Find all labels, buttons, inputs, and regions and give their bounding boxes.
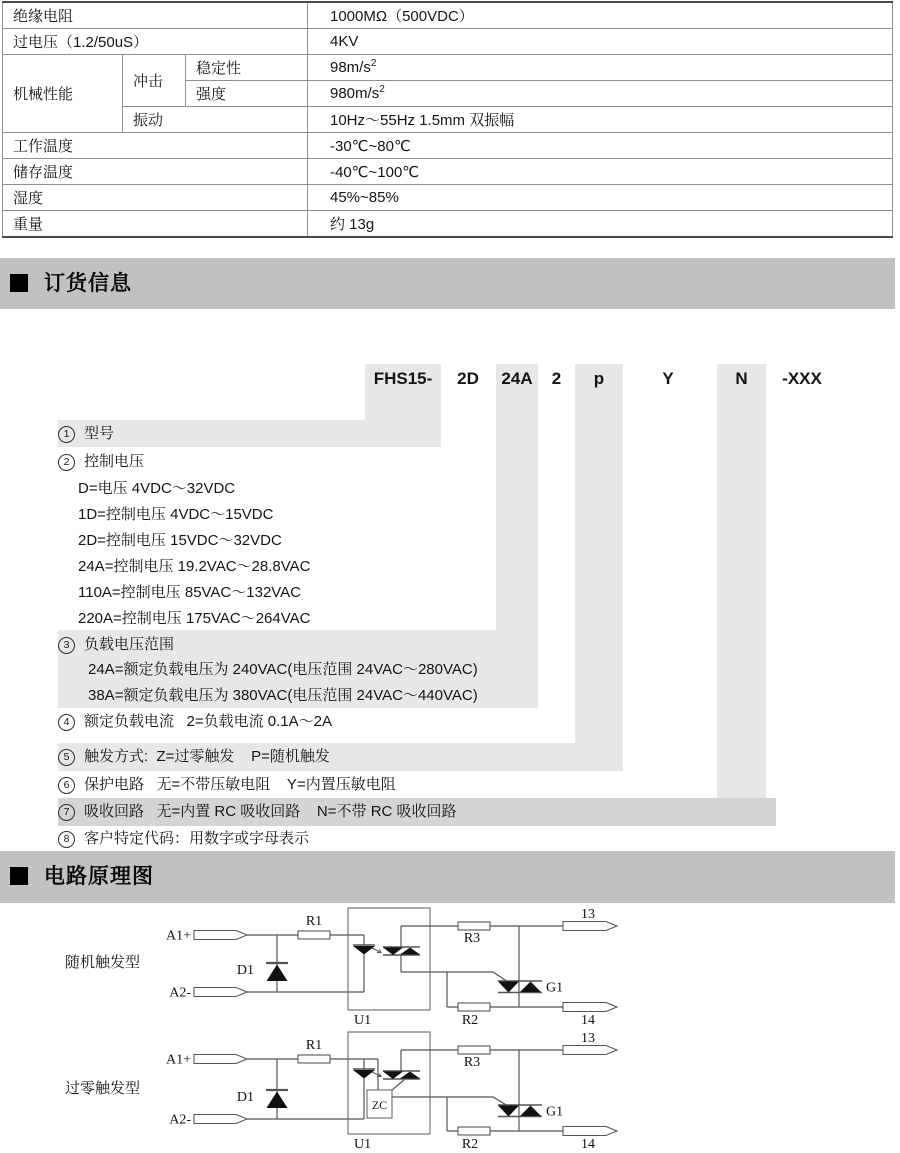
spec-label: 振动 [123,107,308,133]
label-u1: U1 [354,1013,372,1028]
ordering-item-4: 4 额定负载电流 2=负载电流 0.1A～2A [58,712,332,732]
led-light-arrow [372,1072,381,1077]
section-square-icon [10,274,28,292]
spec-value: -40℃~100℃ [308,159,893,185]
label-g1: G1 [546,980,564,996]
circled-number: 5 [58,749,75,766]
phototriac-icon [383,948,403,956]
terminal-13 [563,922,617,931]
code-strip-snubber [717,364,766,798]
code-strip-trigger [575,364,623,743]
code-part-snubber: N [735,369,748,388]
ordering-subitem: 38A=额定负载电压为 380VAC(电压范围 24VAC～440VAC) [88,687,478,704]
ordering-item-7: 7 吸收回路 无=内置 RC 吸收回路 N=不带 RC 吸收回路 [58,802,457,822]
resistor-r3 [458,922,490,930]
ordering-subitem: 2D=控制电压 15VDC～32VDC [78,532,282,549]
spec-subgroup-label: 冲击 [123,55,186,107]
circled-number: 4 [58,714,75,731]
code-part-model: FHS15- [373,369,433,388]
resistor-r1 [298,931,330,939]
ordering-item-1: 1 型号 [58,424,114,444]
ordering-subitem: 1D=控制电压 4VDC～15VDC [78,506,274,523]
ordering-item-5: 5 触发方式: Z=过零触发 P=随机触发 [58,747,330,767]
label-r1: R1 [305,1038,323,1053]
resistor-r2 [458,1003,490,1011]
label-13: 13 [581,907,595,922]
spec-label: 绝缘电阻 [3,2,308,29]
code-part-control-volt: 2D [457,369,479,388]
circled-number: 1 [58,426,75,443]
label-r3: R3 [463,931,481,946]
circled-number: 7 [58,804,75,821]
code-part-current: 2 [551,369,562,388]
ordering-subitem: 24A=额定负载电压为 240VAC(电压范围 24VAC～280VAC) [88,661,478,678]
terminal-13 [563,1046,617,1055]
spec-label: 重量 [3,211,308,238]
ordering-subitem: D=电压 4VDC～32VDC [78,480,236,497]
phototriac-icon [400,1072,420,1079]
spec-label: 稳定性 [186,55,308,81]
superscript: 2 [370,58,377,69]
table-row [3,211,893,238]
spec-value: $980m/s^2$ [308,81,893,107]
ordering-item-3: 3 负载电压范围 [58,635,174,655]
circled-number: 3 [58,637,75,654]
circled-number: 6 [58,777,75,794]
terminal-a1 [194,1055,247,1064]
spec-label: 强度 [186,81,308,107]
spec-value: 4KV [308,29,893,55]
triac-g1-icon [520,982,541,993]
table-row [3,29,893,55]
ordering-subitem: 220A=控制电压 175VAC～264VAC [78,610,311,627]
code-part-custom: -XXX [782,369,822,388]
resistor-r1 [298,1055,330,1063]
spec-value: -30℃~80℃ [308,133,893,159]
table-row [3,185,893,211]
led-icon [353,946,375,955]
phototriac-icon [383,1072,403,1080]
code-strip-load-voltage [496,364,538,630]
terminal-14 [563,1003,617,1012]
ordering-item-2: 2 控制电压 [58,452,144,472]
led-light-arrow [372,948,381,953]
diode-d1-icon [267,965,288,982]
triac-g1-icon [498,1106,519,1117]
ordering-subitem: 24A=控制电压 19.2VAC～28.8VAC [78,558,311,575]
wire [401,955,508,982]
spec-value: 约 13g [308,211,893,238]
spec-label: 工作温度 [3,133,308,159]
label-a1: A1+ [165,1052,191,1068]
spec-value: 45%~85% [308,185,893,211]
circuit-random-trigger [0,895,900,1030]
label-a2: A2- [169,1112,191,1128]
circuit-name: 过零触发型 [65,1080,141,1097]
wire [392,1080,404,1090]
spec-value: 10Hz～55Hz 1.5mm 双振幅 [308,107,893,133]
spec-value: $98m/s^2$ [308,55,893,81]
circled-number: 2 [58,454,75,471]
label-14: 14 [581,1137,595,1152]
circled-number: 8 [58,831,75,848]
ordering-item-8: 8 客户特定代码：用数字或字母表示 [58,829,309,849]
terminal-a2 [194,1115,247,1124]
spec-label: 湿度 [3,185,308,211]
item-row-highlight-1 [58,420,441,447]
table-row [3,159,893,185]
phototriac-icon [400,948,420,955]
section-title: 订货信息 [44,272,132,295]
superscript: 2 [379,84,385,95]
label-a2: A2- [169,985,191,1001]
table-row [3,107,893,133]
circuit-name: 随机触发型 [65,954,141,971]
ordering-item-6: 6 保护电路 无=不带压敏电阻 Y=内置压敏电阻 [58,775,396,795]
section-square-icon [10,867,28,885]
label-d1: D1 [236,1090,254,1105]
resistor-r3 [458,1046,490,1054]
label-14: 14 [581,1013,595,1028]
spec-label: 过电压（1.2/50uS） [3,29,308,55]
label-r2: R2 [461,1013,479,1028]
wire [247,955,364,993]
code-part-protection: Y [662,369,674,388]
label-g1: G1 [546,1104,564,1120]
triac-g1-icon [498,982,519,993]
ordering-subitem: 110A=控制电压 85VAC～132VAC [78,584,302,601]
terminal-a1 [194,931,247,940]
section-title: 电路原理图 [44,865,154,888]
wire [392,1097,508,1106]
spec-table [2,1,893,238]
wire [247,1079,364,1120]
label-13: 13 [581,1031,595,1046]
label-r2: R2 [461,1137,479,1152]
code-part-trigger: p [593,369,605,388]
terminal-a2 [194,988,247,997]
label-r1: R1 [305,914,323,929]
optocoupler-u1-box [348,908,430,1010]
table-row [3,2,893,29]
triac-g1-icon [520,1106,541,1117]
label-a1: A1+ [165,928,191,944]
circuit-zero-crossing [0,1019,900,1153]
table-row [3,133,893,159]
label-zc: ZC [371,1098,388,1112]
section-header-ordering [0,258,895,309]
spec-value: 1000MΩ（500VDC） [308,2,893,29]
table-row [3,55,893,81]
spec-group-label: 机械性能 [3,55,123,133]
code-part-load-volt: 24A [501,369,533,388]
terminal-14 [563,1127,617,1136]
resistor-r2 [458,1127,490,1135]
diode-d1-icon [267,1092,288,1109]
label-r3: R3 [463,1055,481,1070]
spec-label: 储存温度 [3,159,308,185]
led-icon [353,1070,375,1079]
label-d1: D1 [236,963,254,978]
label-u1: U1 [354,1137,372,1152]
